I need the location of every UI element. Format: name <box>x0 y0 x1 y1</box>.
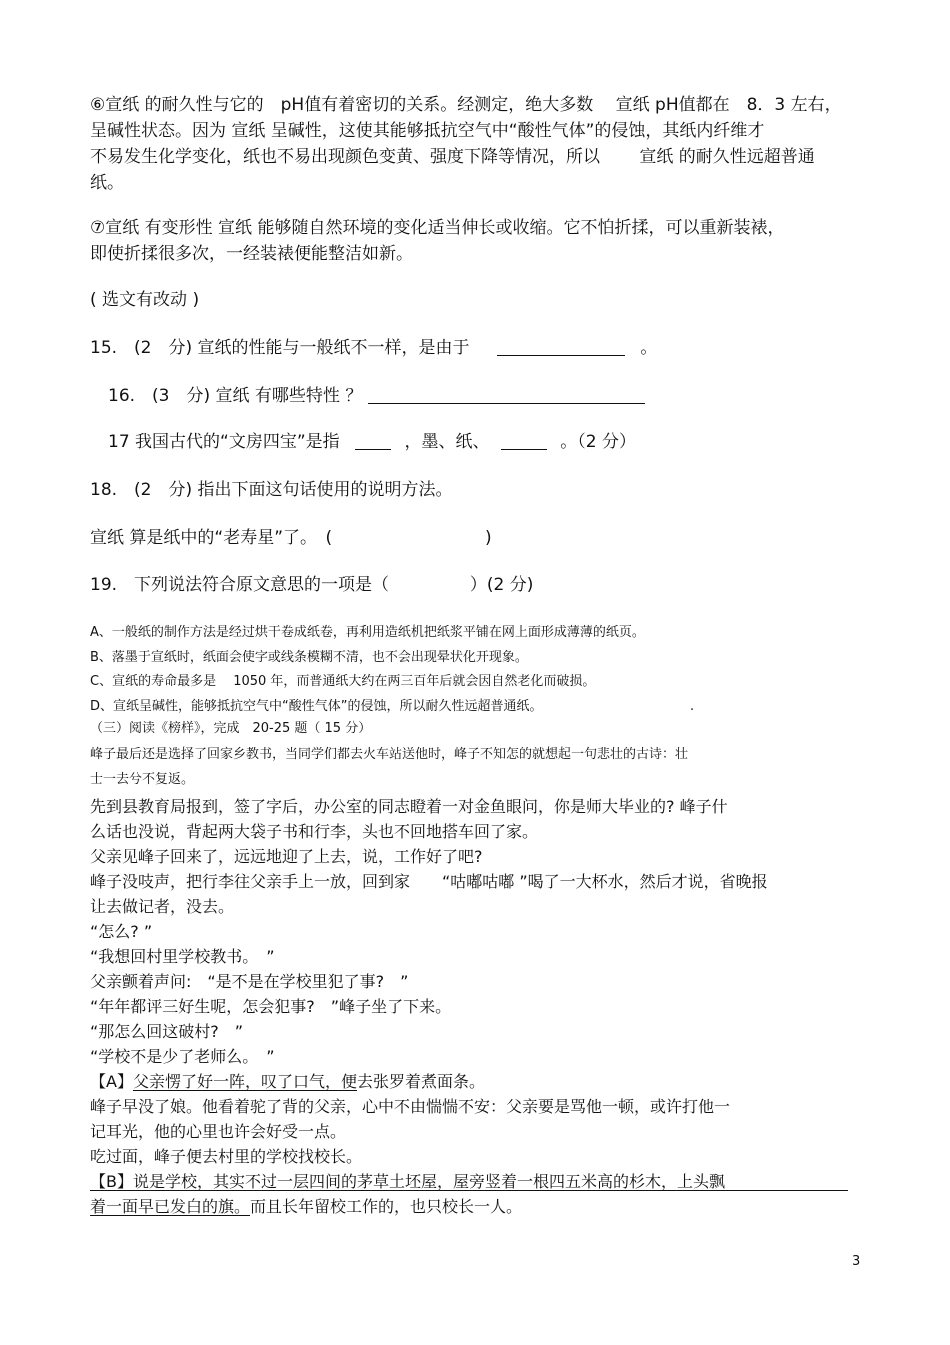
question-19-text: 19. 下列说法符合原文意思的一项是（ <box>90 575 390 595</box>
question-15 <box>90 338 657 358</box>
question-16-text: 16. (3 分) 宣纸 有哪些特性 ？ <box>108 386 363 406</box>
option-b: B、落墨于宣纸时，纸面会使字或线条模糊不清，也不会出现晕状化开现象。 <box>90 650 528 665</box>
question-17-text: 17 我国古代的“文房四宝”是指 <box>108 432 340 452</box>
paragraph-7-line-2: 即使折揉很多次，一经装裱便能整洁如新。 <box>90 244 413 264</box>
question-17-end: 。（2 分） <box>560 432 637 452</box>
underlined-sentence-b-part-2: 着一面早已发白的旗。 <box>90 1197 251 1216</box>
underlined-sentence-a: 父亲愣了好一阵，叹了口气，便 <box>132 1072 357 1091</box>
section-3-heading: （三）阅读《榜样》，完成 20-25 题（ 15 分） <box>90 721 372 736</box>
story-line-2: 么话也没说，背起两大袋子书和行李，头也不回地搭车回了家。 <box>90 822 539 841</box>
paragraph-6-line-3: 不易发生化学变化，纸也不易出现颜色变黄、强度下降等情况，所以 宣纸 的耐久性远超普通 <box>90 147 815 167</box>
question-17-mid: ，墨、纸、 <box>404 432 490 452</box>
story-line-3: 父亲见峰子回来了，远远地迎了上去，说，工作好了吧? <box>90 847 483 866</box>
story-line-10: “那怎么回这破村? ” <box>90 1022 244 1041</box>
question-18-sentence-text: 宣纸 算是纸中的“老寿星”了。 ( <box>90 528 333 548</box>
story-line-6: “怎么? ” <box>90 922 153 941</box>
story-line-9: “年年都评三好生呢，怎会犯事? ”峰子坐了下来。 <box>90 997 452 1016</box>
question-19-end: ）(2 分) <box>469 575 534 595</box>
story-line-4: 峰子没吱声，把行李往父亲手上一放，回到家 “咕嘟咕嘟 ”喝了一大杯水，然后才说，省晚报 <box>90 872 768 891</box>
answer-blank-16[interactable] <box>368 386 645 404</box>
marker-b: 【B】 <box>90 1172 133 1191</box>
question-17 <box>108 432 636 452</box>
story-line-7: “我想回村里学校教书。 ” <box>90 947 275 966</box>
story-line-b2 <box>90 1197 522 1216</box>
question-15-end: 。 <box>640 338 658 358</box>
story-line-8: 父亲颤着声问: “是不是在学校里犯了事? ” <box>90 972 409 991</box>
answer-blank-17b[interactable] <box>501 432 547 450</box>
option-d-dot: . <box>690 699 695 714</box>
option-a: A、一般纸的制作方法是经过烘干卷成纸卷，再利用造纸机把纸浆平铺在网上面形成薄薄的纸页。 <box>90 625 645 640</box>
story-line-13: 峰子早没了娘。他看着驼了背的父亲，心中不由惴惴不安：父亲要是骂他一顿，或许打他一 <box>90 1097 731 1116</box>
section-3-intro-line-1: 峰子最后还是选择了回家乡教书，当同学们都去火车站送他时，峰子不知怎的就想起一句悲壮的古诗：壮 <box>90 747 689 762</box>
question-16 <box>108 386 645 406</box>
story-line-a <box>90 1072 485 1091</box>
story-line-a-rest: 去张罗着煮面条。 <box>356 1072 485 1091</box>
answer-blank-17a[interactable] <box>355 432 391 450</box>
question-15-text: 15. (2 分) 宣纸的性能与一般纸不一样，是由于 <box>90 338 470 358</box>
story-line-11: “学校不是少了老师么。 ” <box>90 1047 275 1066</box>
option-c: C、宣纸的寿命最多是 1050 年，而普通纸大约在两三百年后就会因自然老化而破损。 <box>90 674 596 689</box>
section-3-intro-line-2: 士一去兮不复返。 <box>90 772 195 787</box>
question-18-close: ) <box>484 528 492 548</box>
option-d: D、宣纸呈碱性，能够抵抗空气中“酸性气体”的侵蚀，所以耐久性远超普通纸。 <box>90 699 543 714</box>
story-line-5: 让去做记者，没去。 <box>90 897 235 916</box>
underline-b-line-1 <box>90 1190 848 1191</box>
marker-a: 【A】 <box>90 1072 133 1091</box>
page-number: 3 <box>852 1254 861 1269</box>
paragraph-6-line-1: ⑥宣纸 的耐久性与它的 pH值有着密切的关系。经测定，绝大多数 宣纸 pH值都在 8．3 左右， <box>90 95 842 115</box>
story-line-14: 记耳光，他的心里也许会好受一点。 <box>90 1122 347 1141</box>
paragraph-6-line-2: 呈碱性状态。因为 宣纸 呈碱性，这使其能够抵抗空气中“酸性气体”的侵蚀，其纸内纤维才 <box>90 121 765 141</box>
story-line-15: 吃过面，峰子便去村里的学校找校长。 <box>90 1147 363 1166</box>
answer-blank-15[interactable] <box>497 338 625 356</box>
underlined-sentence-b-part-1: 说是学校，其实不过一层四间的茅草土坯屋，屋旁竖着一根四五米高的杉木，上头飘 <box>132 1172 725 1191</box>
edit-note: ( 选文有改动 ) <box>90 290 200 310</box>
paragraph-6-line-4: 纸。 <box>90 173 124 193</box>
story-line-1: 先到县教育局报到，签了字后，办公室的同志瞪着一对金鱼眼问，你是师大毕业的? 峰子什 <box>90 797 728 816</box>
story-line-b <box>90 1172 725 1191</box>
paragraph-7-line-1: ⑦宣纸 有变形性 宣纸 能够随自然环境的变化适当伸长或收缩。它不怕折揉，可以重新装裱， <box>90 218 785 238</box>
question-18: 18. (2 分) 指出下面这句话使用的说明方法。 <box>90 480 453 500</box>
question-19 <box>90 575 533 595</box>
story-line-b2-rest: 而且长年留校工作的，也只校长一人。 <box>250 1197 523 1216</box>
question-18-sentence <box>90 528 492 548</box>
